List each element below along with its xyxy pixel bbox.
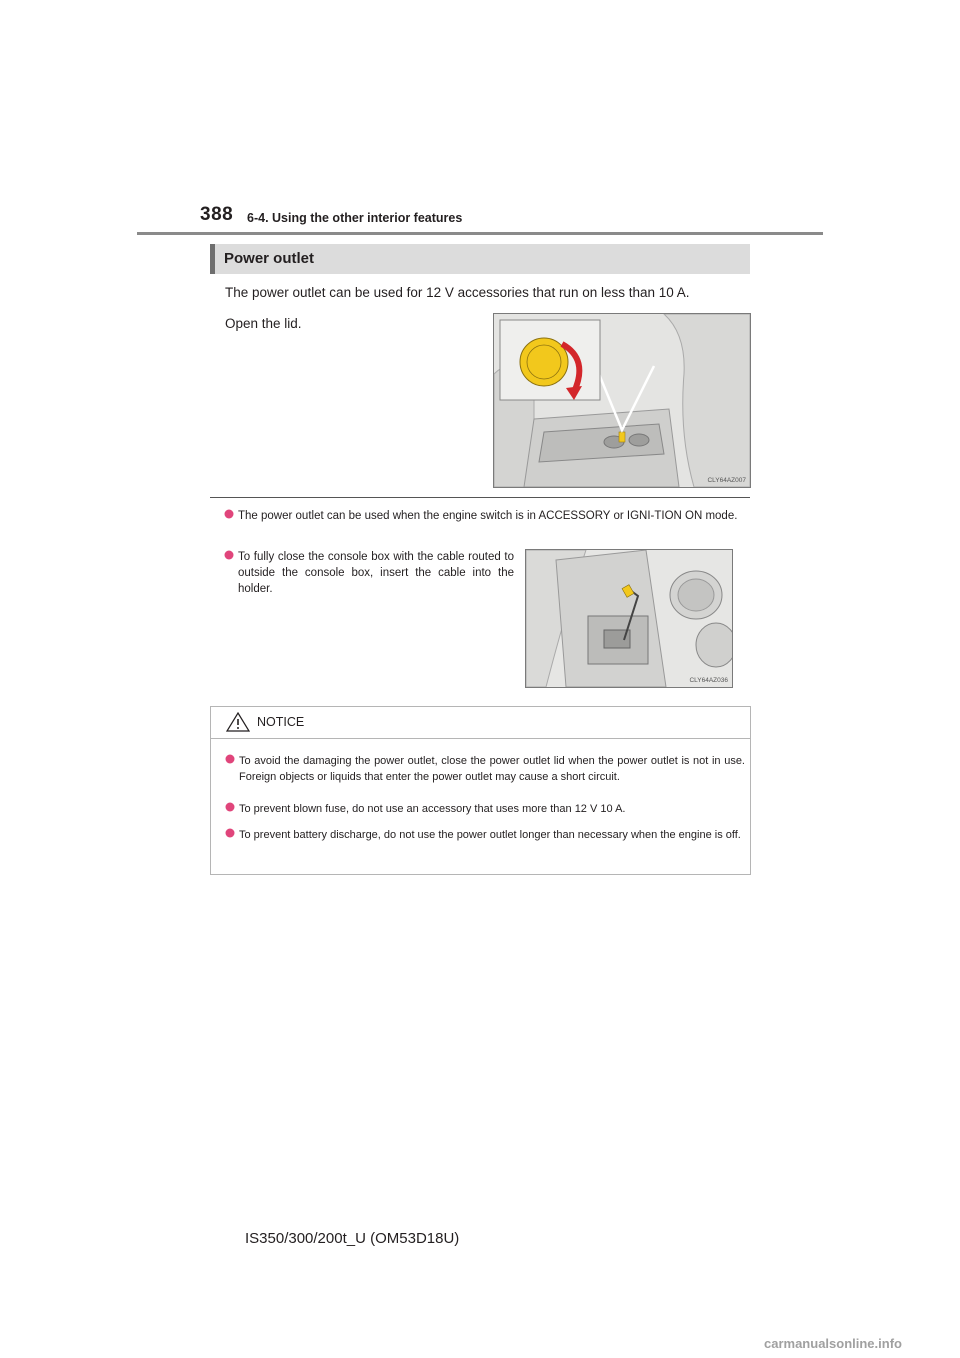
bullet-text: To fully close the console box with the cable routed to outside the console box, insert the cable into the holder. xyxy=(238,551,514,595)
section-divider xyxy=(210,497,750,498)
bullet-icon xyxy=(224,509,234,519)
notice-box xyxy=(210,706,751,875)
info-bullet xyxy=(224,508,746,540)
page-number: 388 xyxy=(200,204,234,225)
watermark: carmanualsonline.info xyxy=(764,1336,902,1351)
bullet-icon xyxy=(225,754,235,764)
notice-title: NOTICE xyxy=(257,715,305,729)
notice-text: To prevent battery discharge, do not use the power outlet longer than necessary when the engine is off. xyxy=(239,829,741,841)
bullet-icon xyxy=(224,550,234,560)
notice-text: To avoid the damaging the power outlet, close the power outlet lid when the power outlet is not in use. Foreign objects or liquids that enter the power outlet may cause a short circuit. xyxy=(239,755,745,783)
console-box-illustration xyxy=(525,549,733,688)
console-box-drawing xyxy=(526,550,732,687)
power-outlet-illustration xyxy=(493,313,751,488)
warning-triangle-icon xyxy=(226,712,250,732)
section-bar-accent xyxy=(210,244,215,274)
header-divider xyxy=(137,232,823,235)
intro-paragraph: The power outlet can be used for 12 V accessories that run on less than 10 A. xyxy=(225,285,690,300)
footer-model-code: IS350/300/200t_U (OM53D18U) xyxy=(245,1230,460,1247)
figure-code: CLY64AZ036 xyxy=(689,677,728,684)
section-heading: 6-4. Using the other interior features xyxy=(247,211,463,225)
step-text: Open the lid. xyxy=(225,316,302,331)
console-drawing xyxy=(494,314,750,487)
bullet-icon xyxy=(225,828,235,838)
section-title: Power outlet xyxy=(224,250,315,267)
notice-text: To prevent blown fuse, do not use an accessory that uses more than 12 V 10 A. xyxy=(239,803,626,815)
info-bullet xyxy=(224,549,514,597)
figure-code: CLY64AZ007 xyxy=(707,477,746,484)
section-title-bar xyxy=(210,244,750,274)
notice-header xyxy=(211,707,750,739)
bullet-text: The power outlet can be used when the engine switch is in ACCESSORY or IGNI-TION ON mode. xyxy=(238,510,738,522)
bullet-icon xyxy=(225,802,235,812)
